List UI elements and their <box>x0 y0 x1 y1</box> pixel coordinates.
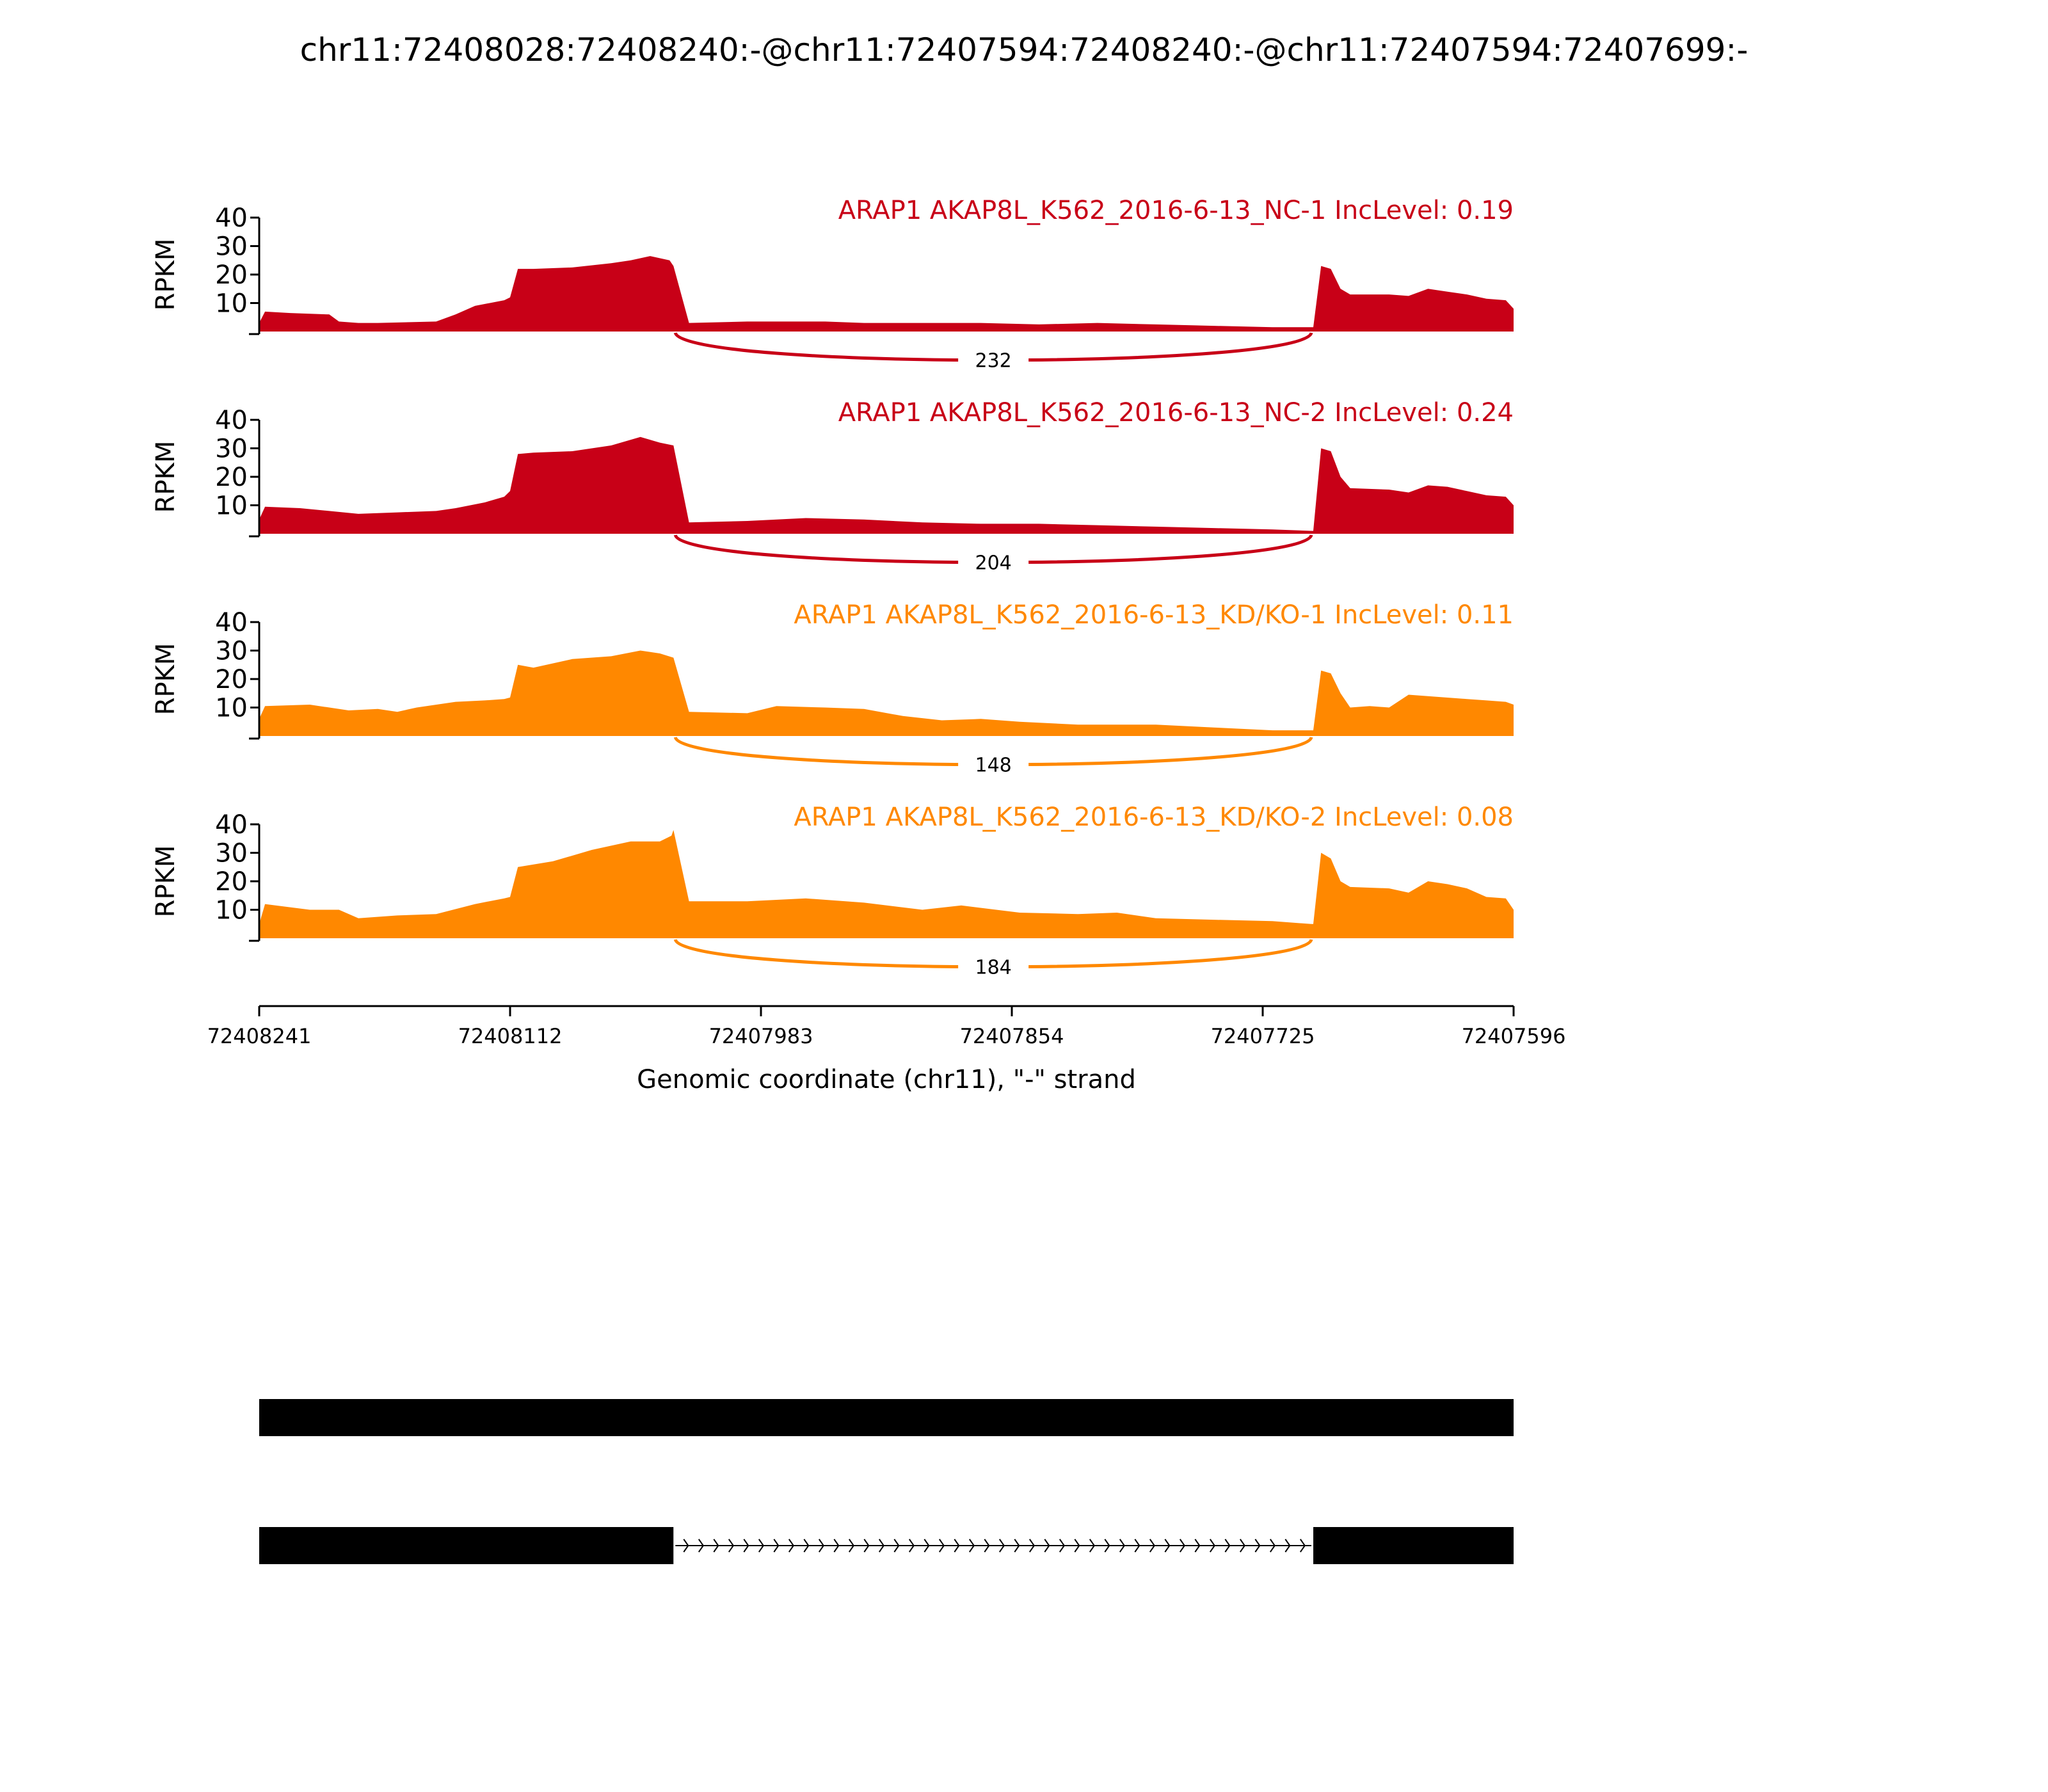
coverage-track <box>151 600 1514 778</box>
x-axis <box>207 1006 1566 1048</box>
y-tick-label: 40 <box>215 204 248 233</box>
x-tick-label: 72408241 <box>207 1024 312 1048</box>
y-tick-label: 40 <box>215 406 248 435</box>
x-axis-label: Genomic coordinate (chr11), "-" strand <box>637 1065 1136 1094</box>
x-tick-label: 72407983 <box>708 1024 813 1048</box>
coverage-area <box>259 437 1514 534</box>
y-axis-label: RPKM <box>151 440 180 513</box>
x-tick-label: 72407725 <box>1210 1024 1315 1048</box>
coverage-area <box>259 830 1514 938</box>
x-tick-label: 72407854 <box>959 1024 1064 1048</box>
junction-count: 148 <box>975 754 1012 777</box>
coverage-area <box>259 651 1514 737</box>
y-axis-label: RPKM <box>151 643 180 716</box>
y-tick-label: 20 <box>215 665 248 694</box>
coverage-tracks <box>151 196 1514 980</box>
y-axis-label: RPKM <box>151 238 180 311</box>
exon-block <box>259 1527 673 1564</box>
y-axis-label: RPKM <box>151 845 180 918</box>
x-tick-label: 72408112 <box>458 1024 563 1048</box>
y-tick-label: 10 <box>215 491 248 521</box>
y-tick-label: 20 <box>215 867 248 897</box>
isoform-models <box>259 1399 1514 1564</box>
junction-count: 232 <box>975 349 1012 372</box>
y-tick-label: 40 <box>215 810 248 840</box>
y-tick-label: 20 <box>215 463 248 492</box>
isoform-model <box>259 1527 1514 1564</box>
sample-label: ARAP1 AKAP8L_K562_2016-6-13_NC-2 IncLevel: 0.24 <box>838 398 1514 428</box>
sample-label: ARAP1 AKAP8L_K562_2016-6-13_KD/KO-2 IncLevel: 0.08 <box>794 803 1514 832</box>
junction-count: 184 <box>975 956 1012 979</box>
exon-block <box>1313 1527 1514 1564</box>
isoform-model <box>259 1399 1514 1436</box>
sample-label: ARAP1 AKAP8L_K562_2016-6-13_KD/KO-1 IncLevel: 0.11 <box>794 600 1514 630</box>
coverage-track <box>151 398 1514 576</box>
y-tick-label: 30 <box>215 838 248 868</box>
coverage-track <box>151 803 1514 980</box>
y-tick-label: 30 <box>215 434 248 464</box>
y-tick-label: 10 <box>215 693 248 723</box>
sample-label: ARAP1 AKAP8L_K562_2016-6-13_NC-1 IncLevel: 0.19 <box>838 196 1514 225</box>
junction-count: 204 <box>975 552 1012 575</box>
figure-title: chr11:72408028:72408240:-@chr11:72407594:72408240:-@chr11:72407594:72407699:- <box>300 31 1748 68</box>
y-tick-label: 20 <box>215 260 248 290</box>
y-tick-label: 30 <box>215 232 248 262</box>
y-tick-label: 40 <box>215 608 248 637</box>
coverage-area <box>259 256 1514 332</box>
y-tick-label: 10 <box>215 895 248 925</box>
y-tick-label: 30 <box>215 636 248 666</box>
x-tick-label: 72407596 <box>1461 1024 1566 1048</box>
coverage-track <box>151 196 1514 374</box>
exon-block <box>259 1399 1514 1436</box>
y-tick-label: 10 <box>215 289 248 319</box>
